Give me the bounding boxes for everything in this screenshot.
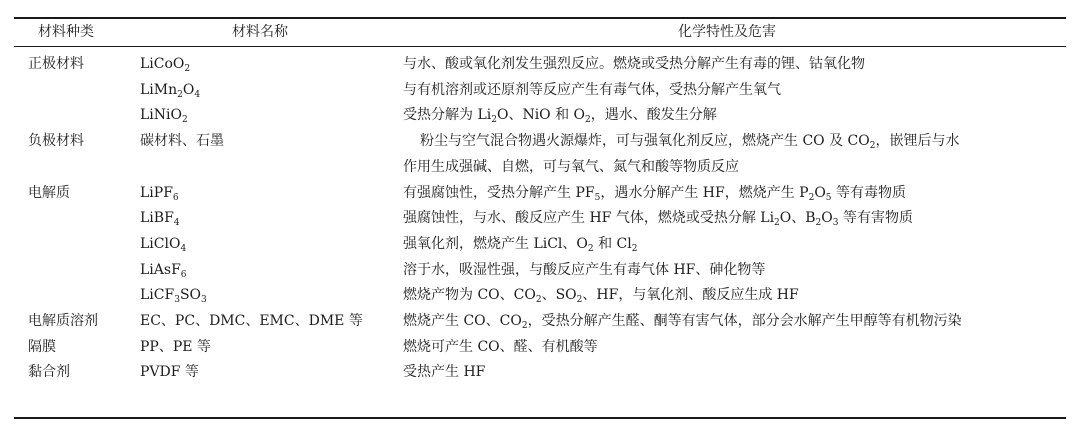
row-material-name: LiAsF$_6$ [140,262,187,280]
row-material-name: 碳材料、石墨 [140,133,224,149]
row-category: 黏合剂 [28,364,70,380]
row-properties: 受热分解为 $Li_2O$、NiO 和 $O_2$，遇水、酸发生分解 [403,107,717,125]
table-top-rule [14,17,1066,19]
row-properties: 与有机溶剂或还原剂等反应产生有毒气体，受热分解产生氧气 [403,82,781,98]
row-category: 隔膜 [28,339,56,355]
row-material-name: PVDF 等 [140,364,199,380]
row-category: 电解质溶剂 [28,313,98,329]
row-properties: 燃烧产生 CO、$CO_2$，受热分解产生醛、酮等有害气体，部分会水解产生甲醇等有机物污染 [403,313,962,331]
row-category: 正极材料 [28,56,84,72]
row-properties: 溶于水，吸湿性强，与酸反应产生有毒气体 HF、砷化物等 [403,262,766,278]
header-properties: 化学特性及危害 [678,24,776,40]
row-properties: 粉尘与空气混合物遇火源爆炸，可与强氧化剂反应，燃烧产生 CO 及 $CO_2$，嵌锂后与水 [420,133,960,151]
row-material-name: LiNiO$_2$ [140,107,188,125]
row-category: 负极材料 [28,133,84,149]
row-properties: 作用生成强碱、自燃，可与氧气、氮气和酸等物质反应 [403,159,739,175]
row-material-name: EC、PC、DMC、EMC、DME 等 [140,313,363,329]
row-category: 电解质 [28,185,70,201]
row-properties: 有强腐蚀性，受热分解产生 $PF_5$，遇水分解产生 HF，燃烧产生 $P_2O_5$ 等有毒物质 [403,185,906,203]
row-properties: 燃烧可产生 CO、醛、有机酸等 [403,339,598,355]
row-material-name: $LiMn_2O_4$ [140,82,201,100]
row-properties: 燃烧产物为 CO、$CO_2$、$SO_2$、HF，与氧化剂、酸反应生成 HF [403,287,799,305]
row-material-name: LiBF$_4$ [140,210,180,228]
table-bottom-rule [14,417,1066,419]
row-material-name: PP、PE 等 [140,339,211,355]
row-properties: 受热产生 HF [403,364,486,380]
row-material-name: LiClO$_4$ [140,236,187,254]
header-material-name: 材料名称 [232,24,288,40]
table-header-rule [14,46,1066,47]
row-material-name: LiPF$_6$ [140,185,179,203]
row-material-name: LiCoO$_2$ [140,56,191,74]
row-properties: 强氧化剂，燃烧产生 LiCl、$O_2$ 和 $Cl_2$ [403,236,638,254]
row-material-name: $LiCF_3SO_3$ [140,287,207,305]
row-properties: 强腐蚀性，与水、酸反应产生 HF 气体，燃烧或受热分解 $Li_2O$、$B_2O_3$ 等有害物质 [403,210,913,228]
row-properties: 与水、酸或氧化剂发生强烈反应。燃烧或受热分解产生有毒的锂、钴氧化物 [403,56,865,72]
header-category: 材料种类 [38,24,94,40]
